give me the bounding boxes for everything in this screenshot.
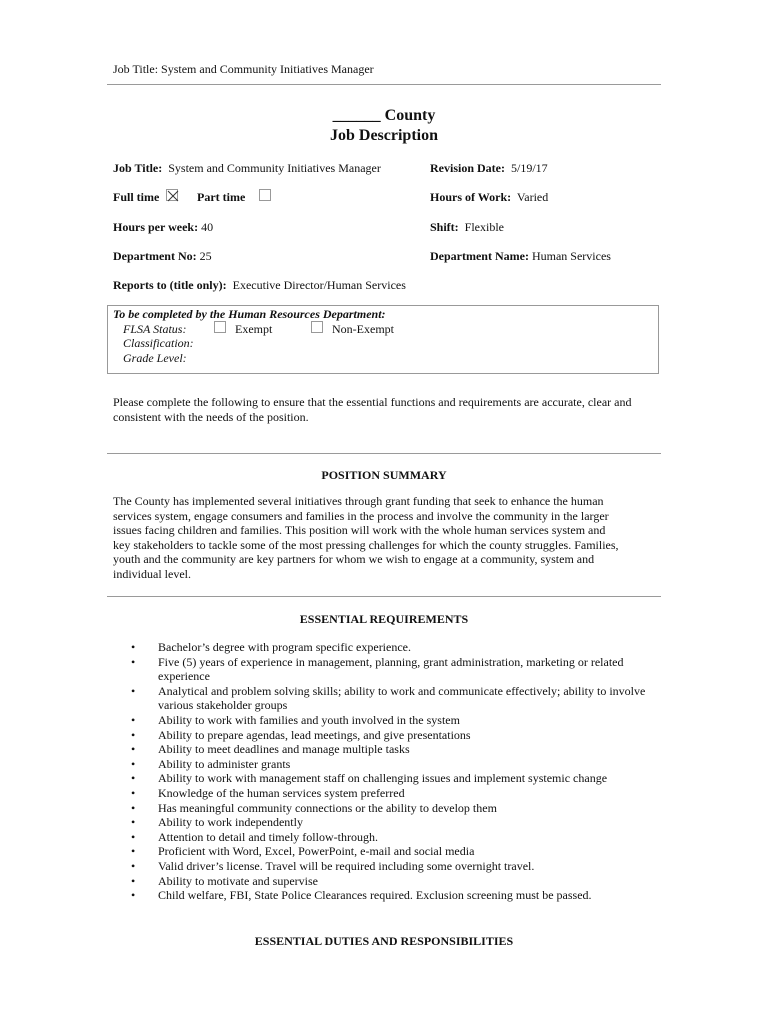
list-item: • Ability to motivate and supervise (131, 874, 661, 889)
reports-to-label: Reports to (title only): (113, 278, 227, 292)
non-exempt-label: Non-Exempt (332, 322, 394, 336)
part-time-checkbox[interactable] (259, 189, 271, 201)
shift-field (430, 220, 504, 235)
hours-of-work-value: Varied (516, 190, 549, 204)
grade-level-label: Grade Level: (123, 351, 187, 365)
list-item: • Attention to detail and timely follow-through. (131, 830, 661, 845)
list-item: • Has meaningful community connections or the ability to develop them (131, 801, 661, 816)
non-exempt-checkbox[interactable] (311, 321, 323, 333)
exempt-label: Exempt (235, 322, 273, 336)
department-no-label: Department No: (113, 249, 197, 263)
list-item: • Five (5) years of experience in management, planning, grant administration, marketing or related experience (131, 655, 661, 684)
list-item: • Proficient with Word, Excel, PowerPoint, e-mail and social media (131, 844, 661, 859)
job-title-value: System and Community Initiatives Manager (168, 161, 381, 175)
list-item: • Valid driver’s license. Travel will be required including some overnight travel. (131, 859, 661, 874)
running-header: Job Title: System and Community Initiatives Manager (113, 62, 374, 76)
essential-requirements-heading: ESSENTIAL REQUIREMENTS (299, 612, 469, 626)
flsa-status-label: FLSA Status: (123, 322, 187, 336)
department-name-value: Human Services (531, 249, 611, 263)
revision-date-field (430, 161, 548, 176)
summary-line: The County has implemented several initiatives through grant funding that seek to enhance the human (113, 494, 604, 508)
summary-line: youth and the community are key partners for whom we wish to engage at a community, system and (113, 552, 595, 567)
position-summary-heading: POSITION SUMMARY (321, 468, 447, 482)
section-divider (107, 453, 661, 454)
job-title-field (113, 161, 381, 176)
list-item: • Ability to administer grants (131, 757, 661, 772)
document-title: Job Description (330, 127, 438, 144)
header-divider (107, 84, 661, 85)
classification-label: Classification: (123, 336, 194, 350)
summary-line: individual level. (113, 566, 191, 581)
section-divider (107, 596, 661, 597)
reports-to-value: Executive Director/Human Services (232, 278, 406, 292)
list-item: • Ability to prepare agendas, lead meetings, and give presentations (131, 728, 661, 743)
county-title: ______ County (332, 107, 436, 124)
department-no-field (113, 249, 212, 264)
part-time-label: Part time (197, 190, 246, 204)
job-title-label: Job Title: (113, 161, 163, 175)
essential-duties-heading: ESSENTIAL DUTIES AND RESPONSIBILITIES (254, 934, 514, 948)
list-item: • Ability to work with families and youth involved in the system (131, 713, 661, 728)
summary-line: key stakeholders to tackle some of the most pressing challenges for which the county struggles. Families, (113, 537, 619, 552)
list-item: • Bachelor’s degree with program specific experience. (131, 640, 661, 655)
list-item: • Ability to work with management staff on challenging issues and implement systemic change (131, 771, 661, 786)
department-name-field (430, 249, 611, 264)
list-item: • Child welfare, FBI, State Police Clearances required. Exclusion screening must be passed. (131, 888, 661, 903)
revision-date-label: Revision Date: (430, 161, 505, 175)
hours-of-work-field (430, 190, 548, 205)
hours-per-week-label: Hours per week: (113, 220, 199, 234)
shift-value: Flexible (464, 220, 504, 234)
list-item: • Ability to meet deadlines and manage multiple tasks (131, 742, 661, 757)
list-item: • Ability to work independently (131, 815, 661, 830)
hours-per-week-field (113, 220, 213, 235)
requirements-list (131, 640, 661, 903)
exempt-checkbox[interactable] (214, 321, 226, 333)
instructions-text: Please complete the following to ensure that the essential functions and requirements are accurate, clear and consistent with the needs of the position. (113, 395, 632, 424)
department-no-value: 25 (199, 249, 212, 263)
shift-label: Shift: (430, 220, 459, 234)
hr-box-heading: To be completed by the Human Resources Department: (113, 307, 386, 321)
hours-of-work-label: Hours of Work: (430, 190, 512, 204)
reports-to-field (113, 278, 406, 293)
revision-date-value: 5/19/17 (511, 161, 548, 175)
summary-line: services system, engage consumers and families in the process and involve the community in the larger (113, 508, 609, 523)
list-item: • Knowledge of the human services system preferred (131, 786, 661, 801)
check-x-icon (167, 190, 179, 202)
position-summary-text (113, 494, 673, 582)
department-name-label: Department Name: (430, 249, 529, 263)
summary-line: issues facing children and families. This position will work with the whole human services system and (113, 523, 606, 538)
hours-per-week-value: 40 (201, 220, 214, 234)
full-time-checkbox[interactable] (166, 189, 178, 201)
full-time-label: Full time (113, 190, 160, 204)
list-item: • Analytical and problem solving skills; ability to work and communicate effectively; ability to involve various stakeholder groups (131, 684, 661, 713)
